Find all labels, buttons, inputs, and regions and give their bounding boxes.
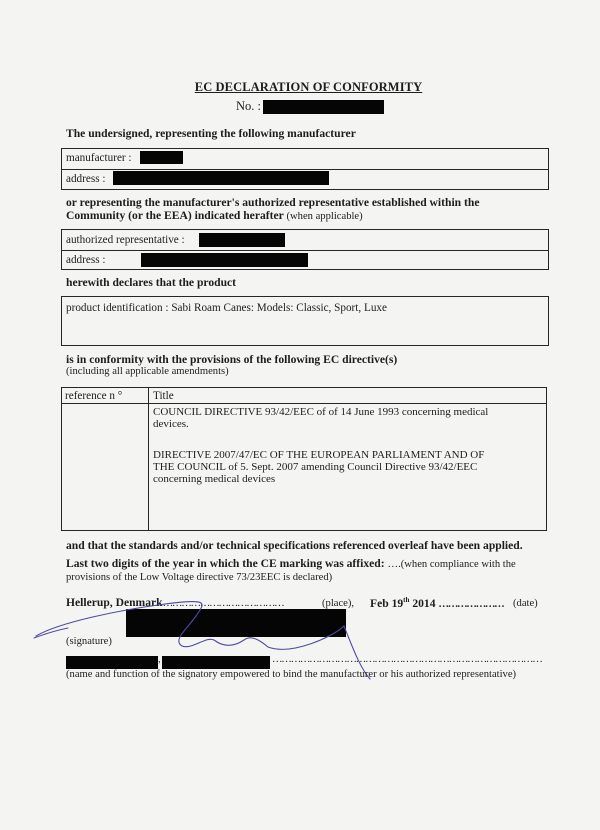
redacted-signatory-name — [66, 656, 158, 669]
conformity-subheading: (including all applicable amendments) — [66, 366, 229, 377]
declares-heading: herewith declares that the product — [66, 276, 237, 289]
representative-intro-note: (when applicable) — [286, 211, 363, 222]
place-value: Hellerup, Denmark — [66, 596, 163, 609]
signatory-dots: …………………………………………………………………………… — [272, 654, 542, 665]
manufacturer-address-label: address : — [66, 173, 106, 185]
redacted-signatory-function — [162, 656, 270, 669]
representative-name-label: authorized representative : — [66, 234, 185, 246]
standards-statement: and that the standards and/or technical specifications referenced overleaf have been applied. — [66, 539, 523, 552]
document-title: EC DECLARATION OF CONFORMITY — [194, 80, 423, 94]
signature-label: (signature) — [66, 636, 112, 647]
representative-intro-line1: or representing the manufacturer's authorized representative established within the — [66, 196, 480, 209]
column-header-title: Title — [153, 390, 174, 402]
column-header-reference: reference n ° — [65, 390, 123, 402]
date-value: Feb 19 — [370, 596, 404, 610]
signatory-separator: , — [158, 654, 161, 665]
directive-1-line2: devices. — [153, 418, 189, 430]
representative-intro-line2: Community (or the EEA) indicated herafter — [66, 209, 284, 222]
ce-marking-note-line2: provisions of the Low Voltage directive 73/23EEC is declared) — [66, 572, 333, 583]
representative-address-label: address : — [66, 254, 106, 266]
ce-marking-label: Last two digits of the year in which the CE marking was affixed: — [66, 557, 385, 570]
ce-marking-note-line1: ….(when compliance with the — [387, 559, 516, 570]
directive-2-line3: concerning medical devices — [153, 473, 276, 485]
place-label: (place), — [322, 598, 355, 609]
declaration-number-label: No. : — [236, 99, 261, 113]
product-identification: product identification : Sabi Roam Canes: Models: Classic, Sport, Luxe — [66, 302, 387, 314]
manufacturer-name-label: manufacturer : — [66, 152, 132, 164]
manufacturer-intro: The undersigned, representing the following manufacturer — [66, 127, 356, 140]
directive-2-line2: THE COUNCIL of 5. Sept. 2007 amending Council Directive 93/42/EEC — [153, 461, 478, 473]
signatory-caption: (name and function of the signatory empowered to bind the manufacturer or his authorized representative) — [66, 669, 517, 680]
date-label: (date) — [513, 598, 538, 609]
directive-1-line1: COUNCIL DIRECTIVE 93/42/EEC of of 14 June 1993 concerning medical — [153, 406, 489, 418]
place-dots: ………………………………… — [162, 598, 284, 609]
date-dots: ………………… — [438, 598, 504, 610]
date-year: 2014 — [412, 596, 436, 610]
conformity-heading: is in conformity with the provisions of the following EC directive(s) — [66, 353, 398, 366]
directive-2-line1: DIRECTIVE 2007/47/EC OF THE EUROPEAN PARLIAMENT AND OF — [153, 449, 485, 461]
date-suffix: th — [403, 596, 410, 604]
